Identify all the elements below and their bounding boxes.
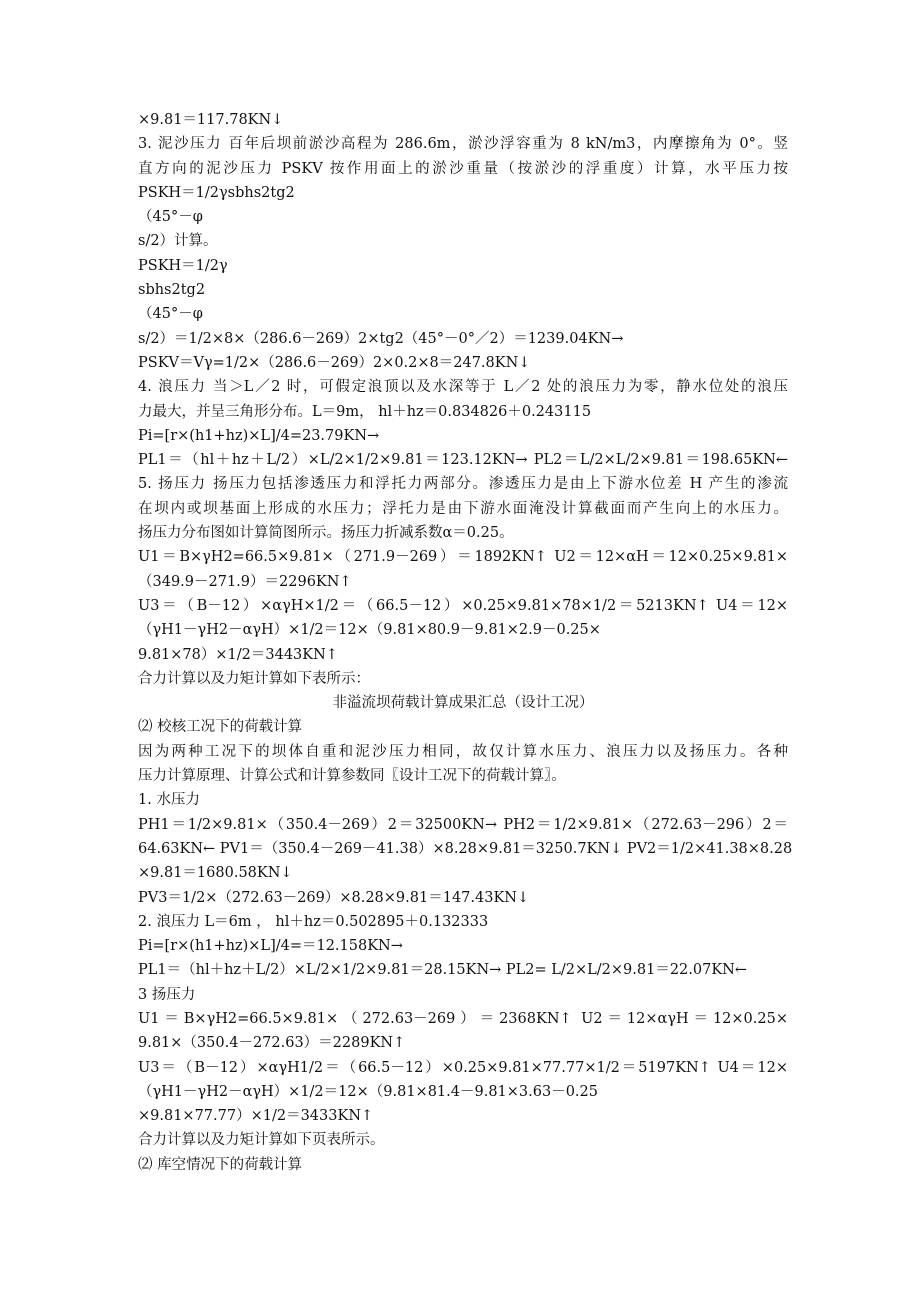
text-line: PSKV＝Vγ=1/2×（286.6－269）2×0.2×8＝247.8KN↓ xyxy=(138,354,531,371)
text-line: ⑵ 校核工况下的荷载计算 xyxy=(138,719,303,736)
text-line: （45°－φ xyxy=(138,306,203,323)
text-line: U1＝B×γH2=66.5×9.81×（272.63－269）＝2368KN↑ U2＝12×αγH＝12×0.25× xyxy=(138,1010,788,1027)
text-line: 直方向的泥沙压力 PSKV 按作用面上的淤沙重量（按淤沙的浮重度）计算，水平压力按 xyxy=(138,160,788,177)
text-line: PL1＝（hl＋hz＋L/2）×L/2×1/2×9.81＝28.15KN→ PL2= L/2×L/2×9.81＝22.07KN← xyxy=(138,962,748,979)
document-body xyxy=(138,108,793,1177)
text-line: ×9.81×77.77）×1/2＝3433KN↑ xyxy=(138,1108,374,1125)
text-line: 因为两种工况下的坝体自重和泥沙压力相同，故仅计算水压力、浪压力以及扬压力。各种 xyxy=(138,743,788,760)
text-line: 在坝内或坝基面上形成的水压力；浮托力是由下游水面淹没计算截面而产生向上的水压力。 xyxy=(138,500,788,517)
text-line: s/2）＝1/2×8×（286.6－269）2×tg2（45°－0°／2）＝1239.04KN→ xyxy=(138,330,624,347)
text-line: U3＝（B－12）×αγH×1/2＝（66.5－12）×0.25×9.81×78×1/2＝5213KN↑ U4＝12× xyxy=(138,597,788,614)
text-line: （γH1－γH2－αγH）×1/2＝12×（9.81×80.9－9.81×2.9－0.25× xyxy=(138,622,601,639)
text-line: PH1＝1/2×9.81×（350.4－269）2＝32500KN→ PH2＝1/2×9.81×（272.63－296）2＝ xyxy=(138,816,788,833)
text-line: 压力计算原理、计算公式和计算参数同〖设计工况下的荷载计算〗。 xyxy=(138,768,566,785)
text-line: ×9.81＝117.78KN↓ xyxy=(138,112,284,128)
text-line: PL1＝（hl＋hz＋L/2）×L/2×1/2×9.81＝123.12KN→ PL2＝L/2×L/2×9.81＝198.65KN← xyxy=(138,452,788,469)
text-line: 9.81×78）×1/2＝3443KN↑ xyxy=(138,646,338,663)
text-line: 4. 浪压力 当＞L／2 时，可假定浪顶以及水深等于 L／2 处的浪压力为零，静水位处的浪压 xyxy=(138,379,788,396)
text-line: 合力计算以及力矩计算如下页表所示。 xyxy=(138,1132,385,1149)
text-line: 3. 泥沙压力 百年后坝前淤沙高程为 286.6m，淤沙浮容重为 8 kN/m3，内摩擦角为 0°。竖 xyxy=(138,136,788,153)
text-line: （45°－φ xyxy=(138,209,203,226)
text-line: s/2）计算。 xyxy=(138,233,218,250)
text-line: U1＝B×γH2=66.5×9.81×（271.9－269）＝1892KN↑ U2＝12×αH＝12×0.25×9.81× xyxy=(138,549,788,566)
text-line: 1. 水压力 xyxy=(138,792,200,809)
text-line: PSKH＝1/2γsbhs2tg2 xyxy=(138,184,295,201)
text-line: 合力计算以及力矩计算如下表所示： xyxy=(138,670,370,687)
text-line: 扬压力分布图如计算简图所示。扬压力折减系数α＝0.25。 xyxy=(138,525,514,542)
text-line: （γH1－γH2－αγH）×1/2＝12×（9.81×81.4－9.81×3.63－0.25 xyxy=(138,1083,598,1100)
text-line: U3＝（B－12）×αγH1/2＝（66.5－12）×0.25×9.81×77.77×1/2＝5197KN↑ U4＝12× xyxy=(138,1059,788,1076)
text-line: ⑵ 库空情况下的荷载计算 xyxy=(138,1156,303,1173)
text-line: 非溢流坝荷载计算成果汇总（设计工况） xyxy=(332,695,594,712)
text-line: （349.9－271.9）＝2296KN↑ xyxy=(138,573,352,590)
text-line: 力最大，并呈三角形分布。L＝9m， hl＋hz＝0.834826＋0.243115 xyxy=(138,403,592,420)
text-line: ×9.81＝1680.58KN↓ xyxy=(138,865,293,882)
text-line: 2. 浪压力 L＝6m ， hl＋hz＝0.502895＋0.132333 xyxy=(138,913,489,930)
text-line: Pi=[r×(h1+hz)×L]/4=23.79KN→ xyxy=(138,427,380,444)
text-line: sbhs2tg2 xyxy=(138,282,206,299)
text-line: 5. 扬压力 扬压力包括渗透压力和浮托力两部分。渗透压力是由上下游水位差 H 产生的渗流 xyxy=(138,476,788,493)
text-line: PSKH＝1/2γ xyxy=(138,257,228,274)
text-line: PV3＝1/2×（272.63－269）×8.28×9.81＝147.43KN↓ xyxy=(138,889,530,906)
text-line: Pi=[r×(h1+hz)×L]/4=＝12.158KN→ xyxy=(138,938,403,955)
text-line: 3 扬压力 xyxy=(138,986,196,1003)
text-line: 9.81×（350.4－272.63）＝2289KN↑ xyxy=(138,1035,406,1052)
text-line: 64.63KN← PV1＝（350.4－269－41.38）×8.28×9.81＝3250.7KN↓ PV2＝1/2×41.38×8.28 xyxy=(138,840,793,857)
